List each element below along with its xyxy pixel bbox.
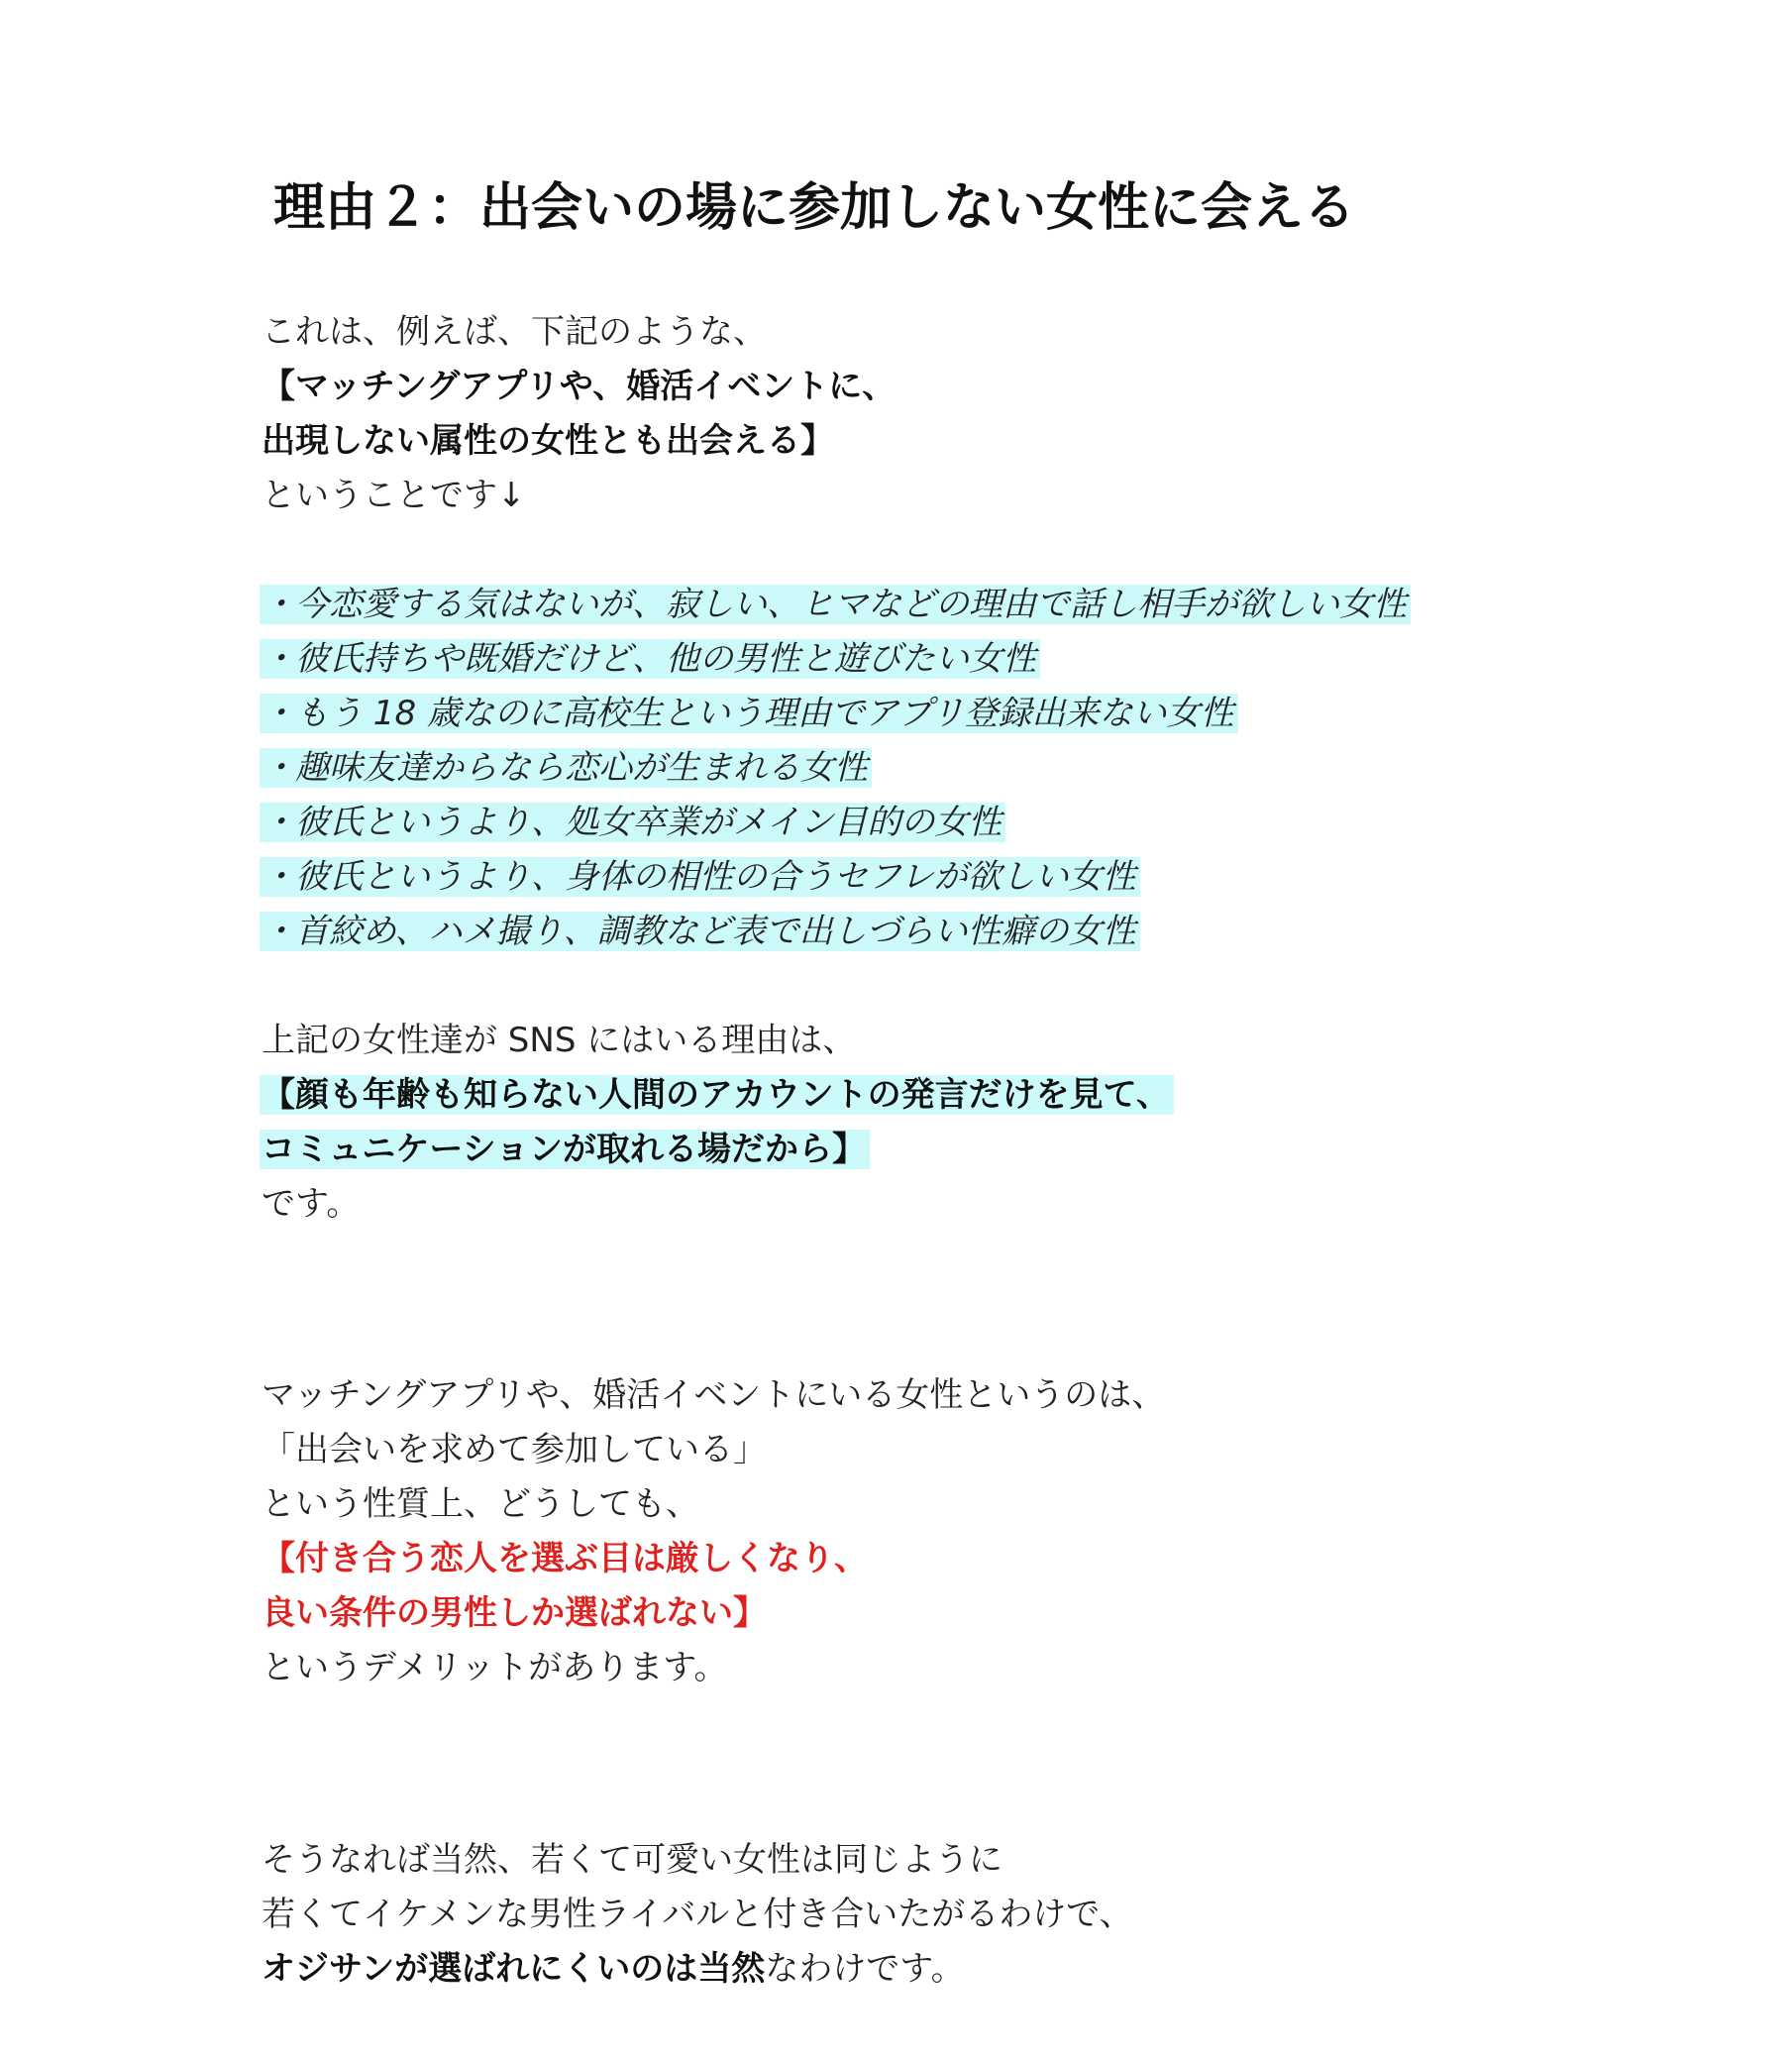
- list-item: [262, 850, 1140, 904]
- intro-line-1: これは、例えば、下記のような、: [262, 312, 767, 352]
- list-item-text: ・彼氏持ちや既婚だけど、他の男性と遊びたい女性: [260, 639, 1040, 679]
- list-item: [262, 632, 1040, 686]
- section-title: 理由２：出会いの場に参加しない女性に会える: [273, 178, 1356, 238]
- list-item: [262, 687, 1238, 740]
- conclusion-line-2: 若くてイケメンな男性ライバルと付き合いたがるわけで、: [262, 1895, 1133, 1934]
- demerit-line-5: 良い条件の男性しか選ばれない】: [262, 1593, 767, 1633]
- demerit-line-4: 【付き合う恋人を選ぶ目は厳しくなり、: [262, 1539, 868, 1578]
- list-item-text: ・彼氏というより、身体の相性の合うセフレが欲しい女性: [260, 857, 1140, 897]
- reason-line-2: [262, 1068, 1174, 1122]
- list-item-text: ・趣味友達からなら恋心が生まれる女性: [260, 748, 872, 788]
- intro-line-3: 出現しない属性の女性とも出会える】: [262, 421, 834, 461]
- list-item-text: ・首絞め、ハメ撮り、調教など表で出しづらい性癖の女性: [260, 912, 1140, 951]
- demerit-line-3: という性質上、どうしても、: [262, 1484, 699, 1524]
- list-item-text: ・彼氏というより、処女卒業がメイン目的の女性: [260, 803, 1005, 842]
- list-item: [262, 796, 1005, 849]
- conclusion-line-3: [262, 1942, 965, 1996]
- conclusion-bold-text: オジサンが選ばれにくいのは当然: [262, 1949, 766, 1989]
- list-item-text: ・もう 18 歳なのに高校生という理由でアプリ登録出来ない女性: [260, 694, 1238, 733]
- list-item-text: ・今恋愛する気はないが、寂しい、ヒマなどの理由で話し相手が欲しい女性: [260, 585, 1411, 624]
- demerit-line-6: というデメリットがあります。: [262, 1648, 728, 1687]
- reason-highlight-1: 【顔も年齢も知らない人間のアカウントの発言だけを見て、: [260, 1075, 1174, 1115]
- reason-line-3: [262, 1123, 870, 1176]
- conclusion-line-1: そうなれば当然、若くて可愛い女性は同じように: [262, 1840, 1002, 1880]
- reason-line-1: 上記の女性達が SNS にはいる理由は、: [262, 1021, 857, 1060]
- intro-line-4: ということです↓: [262, 476, 526, 515]
- reason-line-4: です。: [262, 1184, 361, 1224]
- reason-highlight-2: コミュニケーションが取れる場だから】: [260, 1130, 870, 1169]
- list-item: [262, 905, 1140, 958]
- list-item: [262, 578, 1411, 631]
- intro-line-2: 【マッチングアプリや、婚活イベントに、: [262, 367, 896, 406]
- demerit-line-1: マッチングアプリや、婚活イベントにいる女性というのは、: [262, 1375, 1166, 1415]
- demerit-line-2: 「出会いを求めて参加している」: [262, 1430, 767, 1469]
- list-item: [262, 741, 872, 795]
- conclusion-rest-text: なわけです。: [765, 1949, 965, 1989]
